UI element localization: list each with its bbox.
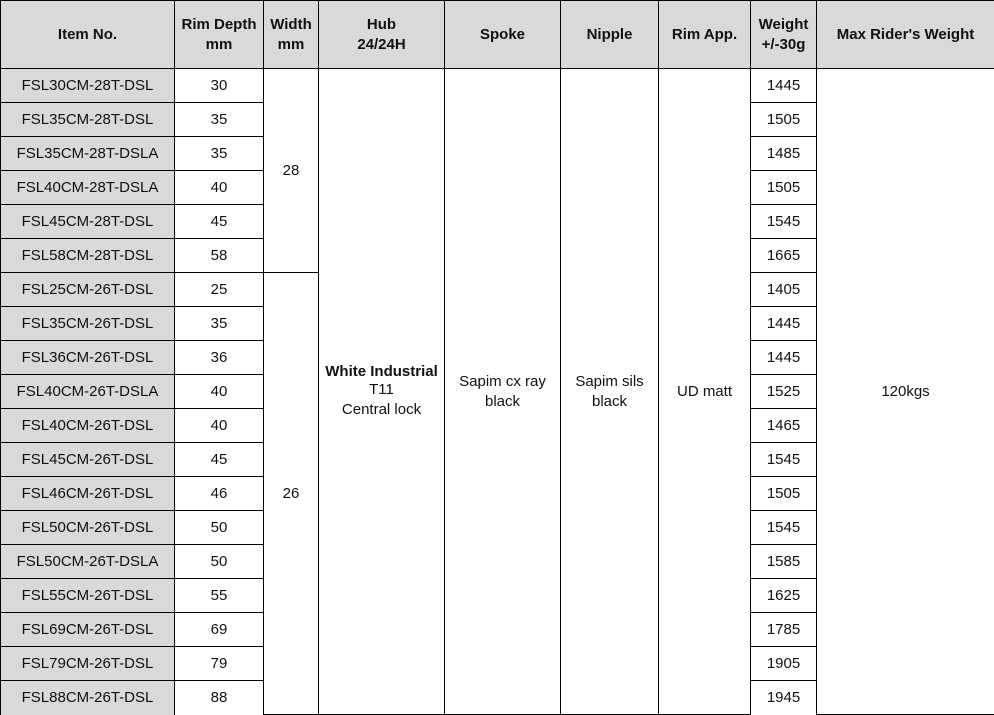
- header-row: [1, 1, 994, 69]
- max-rider-weight-cell: 120kgs: [817, 69, 994, 715]
- hub-model: T11: [369, 381, 394, 398]
- item-no-cell: FSL35CM-26T-DSL: [1, 307, 175, 341]
- item-no-cell: FSL46CM-26T-DSL: [1, 477, 175, 511]
- hub-cell: [319, 69, 445, 715]
- item-no-cell: FSL35CM-28T-DSL: [1, 103, 175, 137]
- item-no-cell: FSL69CM-26T-DSL: [1, 613, 175, 647]
- header-spoke: Spoke: [445, 1, 561, 69]
- rim-depth-cell: 35: [175, 103, 264, 137]
- rim-depth-cell: 55: [175, 579, 264, 613]
- header-hub: Hub 24/24H: [319, 1, 445, 69]
- weight-cell: 1545: [751, 443, 817, 477]
- item-no-cell: FSL79CM-26T-DSL: [1, 647, 175, 681]
- width-cell-26: 26: [264, 273, 319, 715]
- item-no-cell: FSL40CM-26T-DSLA: [1, 375, 175, 409]
- item-no-cell: FSL88CM-26T-DSL: [1, 681, 175, 715]
- nipple-name: Sapim sils: [575, 372, 644, 390]
- nipple-color: black: [591, 392, 628, 410]
- weight-cell: 1585: [751, 545, 817, 579]
- rim-depth-cell: 58: [175, 239, 264, 273]
- item-no-cell: FSL45CM-28T-DSL: [1, 205, 175, 239]
- weight-cell: 1505: [751, 477, 817, 511]
- rim-depth-cell: 40: [175, 171, 264, 205]
- weight-cell: 1785: [751, 613, 817, 647]
- weight-cell: 1545: [751, 511, 817, 545]
- table-row: [1, 69, 994, 103]
- hub-brand: White Industrial: [325, 363, 438, 380]
- rim-depth-cell: 35: [175, 137, 264, 171]
- item-no-cell: FSL45CM-26T-DSL: [1, 443, 175, 477]
- width-cell-28: 28: [264, 69, 319, 273]
- spoke-cell: [445, 69, 561, 715]
- item-no-cell: FSL25CM-26T-DSL: [1, 273, 175, 307]
- rim-depth-cell: 40: [175, 409, 264, 443]
- weight-cell: 1525: [751, 375, 817, 409]
- weight-cell: 1485: [751, 137, 817, 171]
- weight-cell: 1445: [751, 341, 817, 375]
- weight-cell: 1545: [751, 205, 817, 239]
- item-no-cell: FSL35CM-28T-DSLA: [1, 137, 175, 171]
- rim-depth-cell: 88: [175, 681, 264, 715]
- item-no-cell: FSL30CM-28T-DSL: [1, 69, 175, 103]
- item-no-cell: FSL40CM-28T-DSLA: [1, 171, 175, 205]
- weight-cell: 1625: [751, 579, 817, 613]
- rim-depth-cell: 50: [175, 545, 264, 579]
- rim-depth-cell: 45: [175, 205, 264, 239]
- rim-depth-cell: 50: [175, 511, 264, 545]
- item-no-cell: FSL55CM-26T-DSL: [1, 579, 175, 613]
- rim-depth-cell: 45: [175, 443, 264, 477]
- header-nipple: Nipple: [561, 1, 659, 69]
- weight-cell: 1665: [751, 239, 817, 273]
- item-no-cell: FSL40CM-26T-DSL: [1, 409, 175, 443]
- item-no-cell: FSL58CM-28T-DSL: [1, 239, 175, 273]
- weight-cell: 1905: [751, 647, 817, 681]
- weight-cell: 1505: [751, 103, 817, 137]
- item-no-cell: FSL50CM-26T-DSLA: [1, 545, 175, 579]
- weight-cell: 1405: [751, 273, 817, 307]
- rim-app-cell: UD matt: [659, 69, 751, 715]
- header-rim-depth: Rim Depth mm: [175, 1, 264, 69]
- rim-depth-cell: 46: [175, 477, 264, 511]
- header-width: Width mm: [264, 1, 319, 69]
- weight-cell: 1505: [751, 171, 817, 205]
- hub-lock: Central lock: [341, 401, 422, 418]
- rim-depth-cell: 69: [175, 613, 264, 647]
- spoke-name: Sapim cx ray: [459, 372, 546, 390]
- rim-depth-cell: 36: [175, 341, 264, 375]
- nipple-cell: [561, 69, 659, 715]
- rim-depth-cell: 25: [175, 273, 264, 307]
- weight-cell: 1445: [751, 69, 817, 103]
- header-item-no: Item No.: [1, 1, 175, 69]
- table-body: [1, 69, 994, 715]
- rim-depth-cell: 35: [175, 307, 264, 341]
- rim-depth-cell: 40: [175, 375, 264, 409]
- header-rim-app: Rim App.: [659, 1, 751, 69]
- rim-depth-cell: 79: [175, 647, 264, 681]
- rim-depth-cell: 30: [175, 69, 264, 103]
- item-no-cell: FSL36CM-26T-DSL: [1, 341, 175, 375]
- weight-cell: 1465: [751, 409, 817, 443]
- header-max-rider-weight: Max Rider's Weight: [817, 1, 994, 69]
- header-weight: Weight +/-30g: [751, 1, 817, 69]
- weight-cell: 1445: [751, 307, 817, 341]
- spoke-color: black: [484, 392, 521, 410]
- weight-cell: 1945: [751, 681, 817, 715]
- item-no-cell: FSL50CM-26T-DSL: [1, 511, 175, 545]
